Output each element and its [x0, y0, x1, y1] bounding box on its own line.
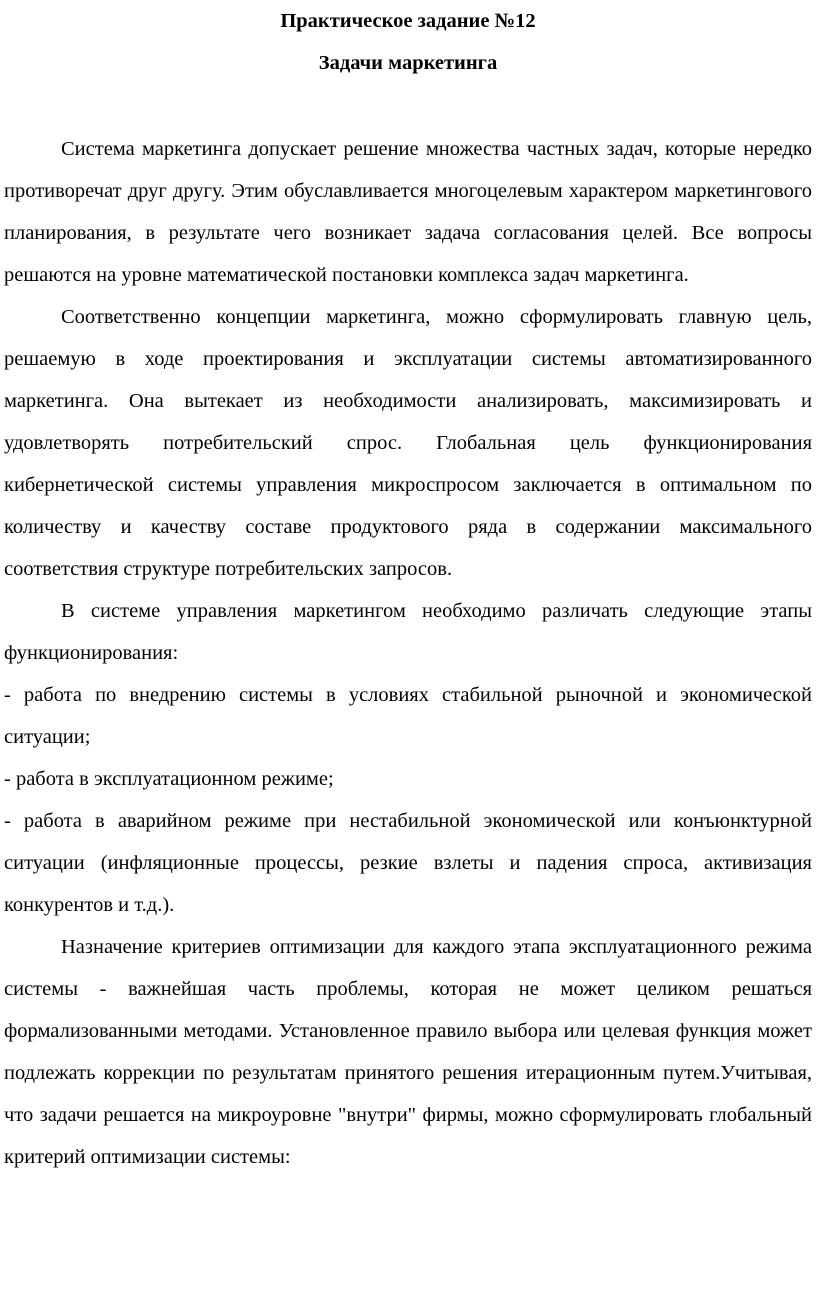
- document-subtitle: Задачи маркетинга: [318, 52, 498, 74]
- list-item-1: - работа по внедрению системы в условиях стабильной рыночной и экономической ситуации;: [4, 684, 812, 748]
- paragraph-4: Назначение критериев оптимизации для каждого этапа эксплуатационного режима системы - важнейшая часть проблемы, которая не может целиком решаться формализованными методами. Установленное правило выбора или целевая функция может подлежать коррекции по результатам принятого решения итерационным путем.Учитывая, что задачи решается на микроуровне "внутри" фирмы, можно сформулировать глобальный критерий оптимизации системы:: [4, 936, 812, 1168]
- paragraph-3: В системе управления маркетингом необходимо различать следующие этапы функционирования:: [4, 600, 812, 664]
- list-item-3: - работа в аварийном режиме при нестабильной экономической или конъюнктурной ситуации (инфляционные процессы, резкие взлеты и падения спроса, активизация конкурентов и т.д.).: [4, 810, 812, 916]
- paragraph-2: Соответственно концепции маркетинга, можно сформулировать главную цель, решаемую в ходе проектирования и эксплуатации системы автоматизированного маркетинга. Она вытекает из необходимости анализировать, максимизировать и удовлетворять потребительский спрос. Глобальная цель функционирования кибернетической системы управления микроспросом заключается в оптимальном по количеству и качеству составе продуктового ряда в содержании максимального соответствия структуре потребительских запросов.: [4, 306, 812, 580]
- document-page: [4, 0, 812, 1178]
- list-item-2: - работа в эксплуатационном режиме;: [4, 768, 334, 790]
- paragraph-1: Система маркетинга допускает решение множества частных задач, которые нередко противоречат друг другу. Этим обуславливается многоцелевым характером маркетингового планирования, в результате чего возникает задача согласования целей. Все вопросы решаются на уровне математической постановки комплекса задач маркетинга.: [4, 138, 812, 286]
- spacer: [4, 84, 812, 128]
- document-title: Практическое задание №12: [280, 10, 536, 32]
